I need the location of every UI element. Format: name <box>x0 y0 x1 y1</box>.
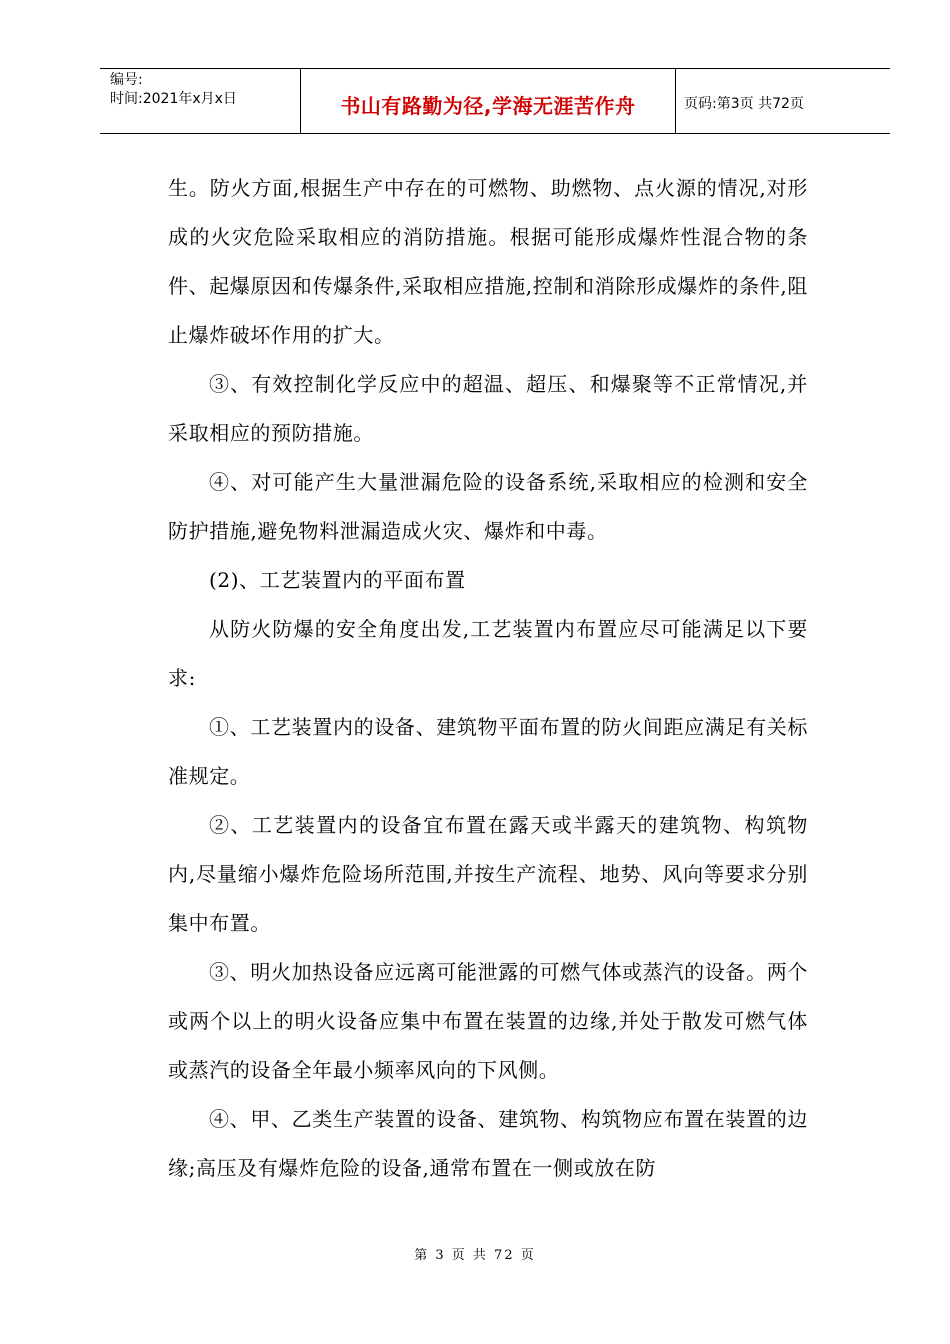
header-page-code: 页码:第3页 共72页 <box>684 96 804 112</box>
paragraph: ②、工艺装置内的设备宜布置在露天或半露天的建筑物、构筑物内,尽量缩小爆炸危险场所范围,并按生产流程、地势、风向等要求分别集中布置。 <box>168 813 808 935</box>
document-code-label: 编号: <box>110 72 143 88</box>
paragraph: ③、有效控制化学反应中的超温、超压、和爆聚等不正常情况,并采取相应的预防措施。 <box>168 372 808 445</box>
paragraph: ④、甲、乙类生产装置的设备、建筑物、构筑物应布置在装置的边缘;高压及有爆炸危险的设备,通常布置在一侧或放在防 <box>168 1107 808 1180</box>
paragraph: ③、明火加热设备应远离可能泄露的可燃气体或蒸汽的设备。两个或两个以上的明火设备应集中布置在装置的边缘,并处于散发可燃气体或蒸汽的设备全年最小频率风向的下风侧。 <box>168 960 808 1082</box>
paragraph: ④、对可能产生大量泄漏危险的设备系统,采取相应的检测和安全防护措施,避免物料泄漏造成火灾、爆炸和中毒。 <box>168 470 808 543</box>
header-motto: 书山有路勤为径,学海无涯苦作舟 <box>301 69 676 133</box>
document-body <box>168 164 808 1193</box>
paragraph: ①、工艺装置内的设备、建筑物平面布置的防火间距应满足有关标准规定。 <box>168 715 808 788</box>
header-meta <box>100 69 301 133</box>
paragraph: 从防火防爆的安全角度出发,工艺装置内布置应尽可能满足以下要求: <box>168 617 808 690</box>
page-header <box>100 68 890 134</box>
page-footer: 第 3 页 共 72 页 <box>414 1248 536 1263</box>
section-heading: (2)、工艺装置内的平面布置 <box>209 568 466 592</box>
paragraph: 生。防火方面,根据生产中存在的可燃物、助燃物、点火源的情况,对形成的火灾危险采取相应的消防措施。根据可能形成爆炸性混合物的条件、起爆原因和传爆条件,采取相应措施,控制和消除形成爆炸的条件,阻止爆炸破坏作用的扩大。 <box>168 176 808 347</box>
document-time-label: 时间:2021年x月x日 <box>110 91 237 107</box>
